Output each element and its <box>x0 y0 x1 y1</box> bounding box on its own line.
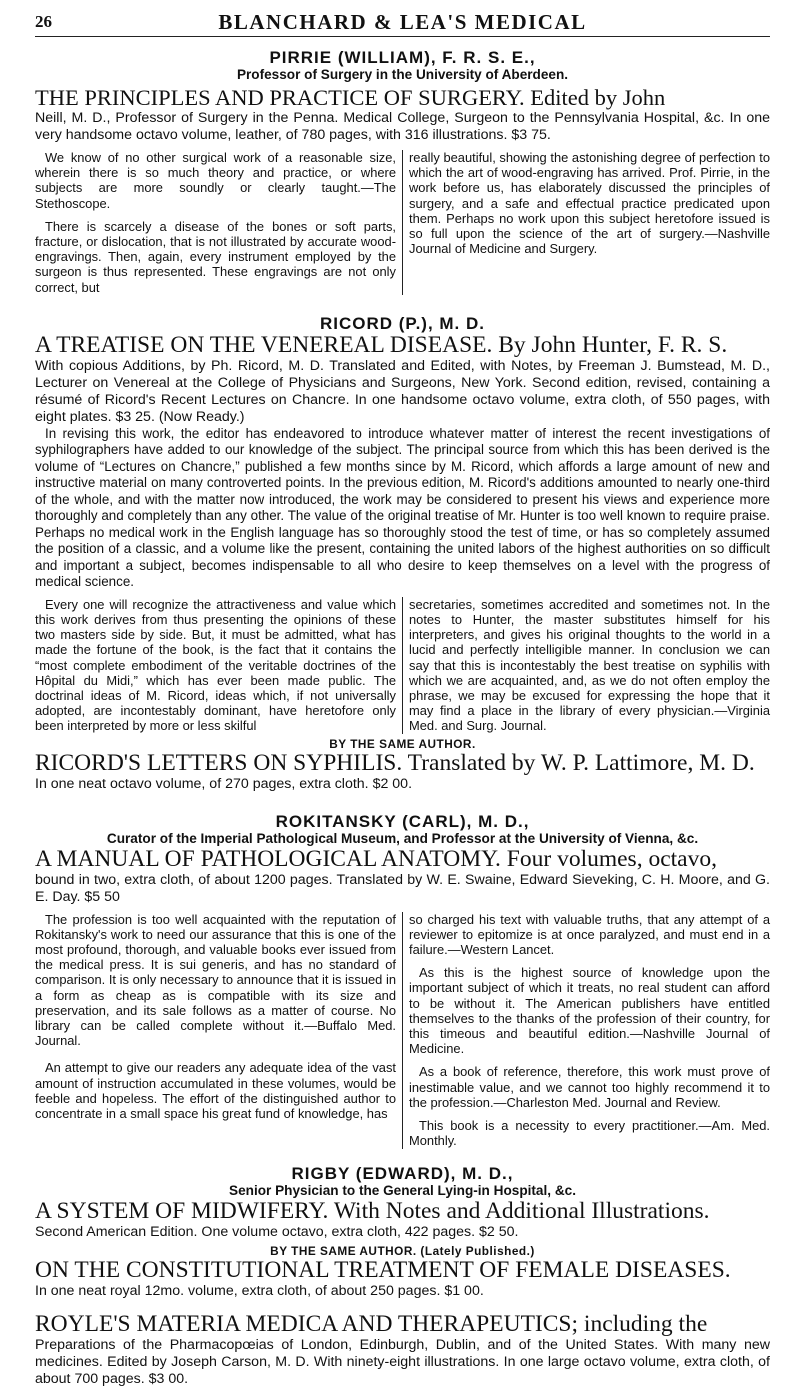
book-title: ON THE CONSTITUTIONAL TREATMENT OF FEMALE DISEASES. <box>35 1256 731 1283</box>
author-heading: PIRRIE (WILLIAM), F. R. S. E., <box>269 48 536 67</box>
review-paragraph: We know of no other surgical work of a reasonable size, wherein there is so much theory and practice, or where subjects are more soundly or clearly taught.—The Stethoscope. <box>35 150 396 211</box>
page-number: 26 <box>35 12 52 31</box>
review-column-left <box>35 597 402 734</box>
review-columns <box>35 912 770 1149</box>
review-paragraph: Every one will recognize the attractiveness and value which this work derives from thus presenting the opinions of these two masters side by side. But, it must be admitted, what has made the fortune of the book, is the fact that it contains the “most complete embodiment of the veritable doctrines of the Hôpital du Midi,” which has ever been made public. The doctrinal ideas of M. Ricord, ideas which, if not universally adopted, are incontestably dominant, have heretofore only been interpreted by more or less skilful <box>35 596 396 734</box>
book-title: THE PRINCIPLES AND PRACTICE OF SURGERY. Edited by John <box>35 85 666 110</box>
book-description: bound in two, extra cloth, of about 1200 pages. Translated by W. E. Swaine, Edward Sieveking, C. H. Moore, and G. E. Day. $5 50 <box>35 871 770 905</box>
entry-ricord <box>35 315 770 793</box>
book-description: In one neat octavo volume, of 270 pages, extra cloth. $2 00. <box>35 775 413 792</box>
review-paragraph: As a book of reference, therefore, this work must prove of inestimable value, and we cannot too highly recommend it to the profession.—Charleston Med. Journal and Review. <box>409 1064 770 1110</box>
catalog-page <box>35 10 770 1388</box>
review-column-left <box>35 912 402 1149</box>
book-description: With copious Additions, by Ph. Ricord, M. D. Translated and Edited, with Notes, by Freeman J. Bumstead, M. D., Lecturer on Venereal at the College of Physicians and Surgeons, New York. Second edition, revised, containing a résumé of Ricord's Recent Lectures on Chancre. In one handsome octavo volume, extra cloth, of 550 pages, with eight plates. $3 25. (Now Ready.) <box>35 357 770 425</box>
book-title: ROYLE'S MATERIA MEDICA AND THERAPEUTICS; including the <box>35 1310 708 1337</box>
review-column-right <box>402 150 770 295</box>
book-description: In one neat royal 12mo. volume, extra cloth, of about 250 pages. $1 00. <box>35 1282 484 1299</box>
book-body-text: In revising this work, the editor has endeavored to introduce whatever matter of interest the recent investigations of syphilographers have added to our knowledge of the subject. The principal source from which this has been derived is the volume of “Lectures on Chancre,” published a few months since by M. Ricord, which affords a large amount of new and instructive material on many controverted points. In the previous edition, M. Ricord's additions amounted to nearly one-third of the whole, and with the matter now introduced, the work may be considered to present his views and experience more thoroughly and completely than any other. The value of the original treatise of Mr. Hunter is too well known to require praise. Perhaps no medical work in the English language has so thoroughly stood the test of time, or has so completely assumed the position of a classic, and a volume like the present, containing the united labors of the highest authorities on so difficult and important a subject, becomes indispensable to all who desire to keep themselves on a level with the progress of medical science. <box>35 425 770 590</box>
author-heading: RIGBY (EDWARD), M. D., <box>291 1163 514 1183</box>
review-columns <box>35 597 770 734</box>
review-column-right <box>402 912 770 1149</box>
author-affiliation: Curator of the Imperial Pathological Museum, and Professor at the University of Vienna, &c. <box>106 830 699 846</box>
book-description: Neill, M. D., Professor of Surgery in the Penna. Medical College, Surgeon to the Pennsylvania Hospital, &c. In one very handsome octavo volume, leather, of 780 pages, with 316 illustrations. $3 75. <box>35 110 770 143</box>
review-paragraph: As this is the highest source of knowledge upon the important subject of which it treats, no real student can afford to be without it. The American publishers have entitled themselves to the thanks of the profession of their country, for this timeous and beautiful edition.—Nashville Journal of Medicine. <box>409 965 770 1057</box>
review-paragraph: really beautiful, showing the astonishing degree of perfection to which the art of wood-engraving has arrived. Prof. Pirrie, in the work before us, has elaborately discussed the principles of surgery, and a safe and effectual practice predicated upon them. Perhaps no work upon this subject heretofore issued is so full upon the science of the art of surgery.—Nashville Journal of Medicine and Surgery. <box>409 150 770 257</box>
by-same-author: BY THE SAME AUTHOR. <box>329 736 476 751</box>
book-description: Preparations of the Pharmacopœias of London, Edinburgh, Dublin, and of the United States. With many new medicines. Edited by Joseph Carson, M. D. With ninety-eight illustrations. In one large octavo volume, extra cloth, of about 700 pages. $3 00. <box>35 1336 770 1387</box>
book-title: A TREATISE ON THE VENEREAL DISEASE. By John Hunter, F. R. S. <box>35 331 728 358</box>
entry-royle <box>35 1312 770 1388</box>
page-header <box>35 10 770 37</box>
review-column-left <box>35 150 402 295</box>
book-title: RICORD'S LETTERS ON SYPHILIS. Translated by W. P. Lattimore, M. D. <box>35 749 755 776</box>
review-paragraph: This book is a necessity to every practitioner.—Am. Med. Monthly. <box>409 1118 770 1149</box>
author-heading: ROKITANSKY (CARL), M. D., <box>275 811 530 831</box>
author-affiliation: Professor of Surgery in the University of Aberdeen. <box>236 67 569 82</box>
review-columns <box>35 150 770 295</box>
review-paragraph: secretaries, sometimes accredited and sometimes not. In the notes to Hunter, the master substitutes himself for his interpreters, and gives his original thoughts to the world in a lucid and perfectly intelligible manner. In conclusion we can say that this is incontestably the best treatise on syphilis with which we are acquainted, and, as we do not often employ the phrase, we may be excused for expressing the hope that it may find a place in the library of every physician.—Virginia Med. and Surg. Journal. <box>409 596 770 734</box>
entry-rokitansky <box>35 813 770 1149</box>
book-title: A SYSTEM OF MIDWIFERY. With Notes and Additional Illustrations. <box>35 1197 710 1224</box>
by-same-author: BY THE SAME AUTHOR. (Lately Published.) <box>270 1243 535 1258</box>
review-column-right <box>402 597 770 734</box>
running-title: BLANCHARD & LEA'S MEDICAL <box>218 10 587 34</box>
book-description: Second American Edition. One volume octavo, extra cloth, 422 pages. $2 50. <box>35 1223 519 1240</box>
entry-pirrie <box>35 49 770 295</box>
author-affiliation: Senior Physician to the General Lying-in Hospital, &c. <box>229 1182 576 1198</box>
author-heading: RICORD (P.), M. D. <box>319 313 486 333</box>
review-paragraph: There is scarcely a disease of the bones or soft parts, fracture, or dislocation, that is not illustrated by accurate wood-engravings. Then, again, every instrument employed by the surgeon is thus represented. These engravings are not only correct, but <box>35 218 396 295</box>
review-paragraph: so charged his text with valuable truths, that any attempt of a reviewer to epitomize is at once paralyzed, and must end in a failure.—Western Lancet. <box>409 911 770 958</box>
review-paragraph: The profession is too well acquainted with the reputation of Rokitansky's work to need our assurance that this is one of the most profound, thorough, and valuable books ever issued from the medical press. It is sui generis, and has no standard of comparison. It is only necessary to announce that it is issued in a form as cheap as is compatible with its size and preservation, and its sale follows as a matter of course. No library can be called complete without it.—Buffalo Med. Journal. <box>35 911 396 1049</box>
book-title: A MANUAL OF PATHOLOGICAL ANATOMY. Four volumes, octavo, <box>35 845 717 872</box>
review-paragraph: An attempt to give our readers any adequate idea of the vast amount of instruction accumulated in these volumes, would be feeble and hopeless. The effort of the distinguished author to concentrate in a small space his great fund of knowledge, has <box>35 1060 396 1122</box>
entry-rigby <box>35 1165 770 1300</box>
